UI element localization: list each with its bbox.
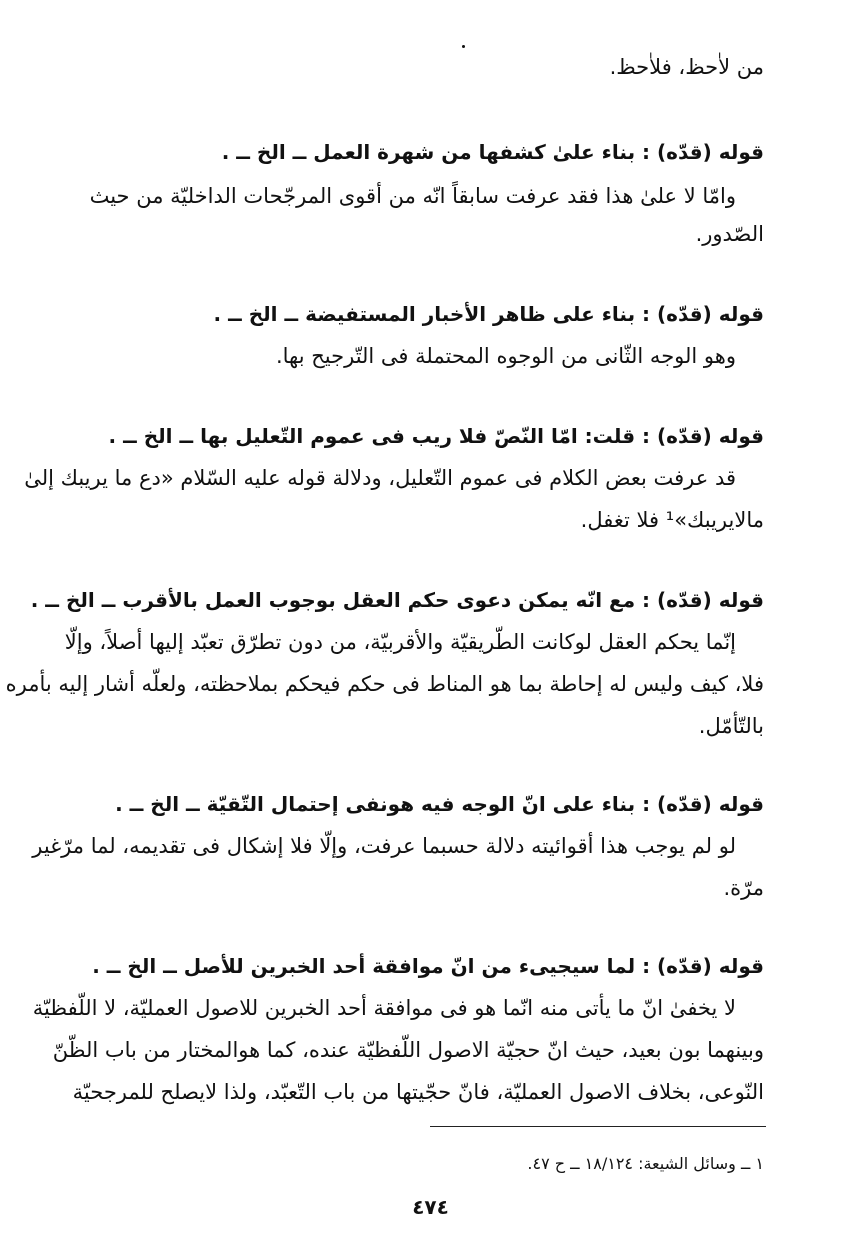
footnote-divider	[430, 1126, 766, 1127]
body-line: لا يخفىٰ انّ ما يأتى منه انّما هو فى موافقة أحد الخبرين للاصول العمليّة، لا اللّفظيّة	[32, 996, 736, 1020]
body-line: الصّدور.	[695, 222, 764, 246]
body-line: وبينهما بون بعيد، حيث انّ حجيّة الاصول اللّفظيّة عنده، كما هوالمختار من باب الظّنّ	[52, 1038, 764, 1062]
section-heading: قوله (قدّه) : بناء علىٰ كشفها من شهرة العمل ــ الخ ــ .	[221, 140, 764, 164]
section-heading: قوله (قدّه) : لما سيجيىء من انّ موافقة أحد الخبرين للأصل ــ الخ ــ .	[92, 954, 764, 978]
section-heading: قوله (قدّه) : بناء على انّ الوجه فيه هونفى إحتمال التّقيّة ــ الخ ــ .	[115, 792, 764, 816]
body-line: وامّا لا علىٰ هذا فقد عرفت سابقاً انّه من أقوى المرجّحات الداخليّة من حيث	[89, 184, 736, 208]
body-line: وهو الوجه الثّانى من الوجوه المحتملة فى التّرجيح بها.	[275, 344, 736, 368]
body-line: إنّما يحكم العقل لوكانت الطّريقيّة والأقربيّة، من دون تطرّق تعبّد إليها أصلاً، وإلّا	[64, 630, 736, 654]
body-line: مالايريبك»¹ فلا تغفل.	[580, 508, 764, 532]
opening-line: من لاٰحظ، فلاٰحظ.	[609, 55, 764, 79]
page-number: ٤٧٤	[412, 1195, 449, 1219]
body-line: النّوعى، بخلاف الاصول العمليّة، فانّ حجّيتها من باب التّعبّد، ولذا لايصلح للمرجحيّة	[72, 1080, 764, 1104]
section-heading: قوله (قدّه) : مع انّه يمكن دعوى حكم العقل بوجوب العمل بالأقرب ــ الخ ــ .	[30, 588, 764, 612]
body-line: لو لم يوجب هذا أقوائيته دلالة حسبما عرفت، وإلّا فلا إشكال فى تقديمه، لما مرّغير	[32, 834, 736, 858]
body-line: بالتّأمّل.	[698, 714, 764, 738]
body-line: قد عرفت بعض الكلام فى عموم التّعليل، ودلالة قوله عليه السّلام «دع ما يريبك إلىٰ	[24, 466, 736, 490]
section-heading: قوله (قدّه) : قلت: امّا النّصّ فلا ريب فى عموم التّعليل بها ــ الخ ــ .	[108, 424, 764, 448]
footnote: ١ ــ وسائل الشيعة: ١٨/١٢٤ ــ ح ٤٧.	[527, 1154, 764, 1173]
body-line: فلا، كيف وليس له إحاطة بما هو المناط فى حكم فيحكم بملاحظته، ولعلّه أشار إليه بأمره	[5, 672, 764, 696]
section-heading: قوله (قدّه) : بناء على ظاهر الأخبار المستفيضة ــ الخ ــ .	[213, 302, 764, 326]
body-line: مرّة.	[723, 876, 764, 900]
